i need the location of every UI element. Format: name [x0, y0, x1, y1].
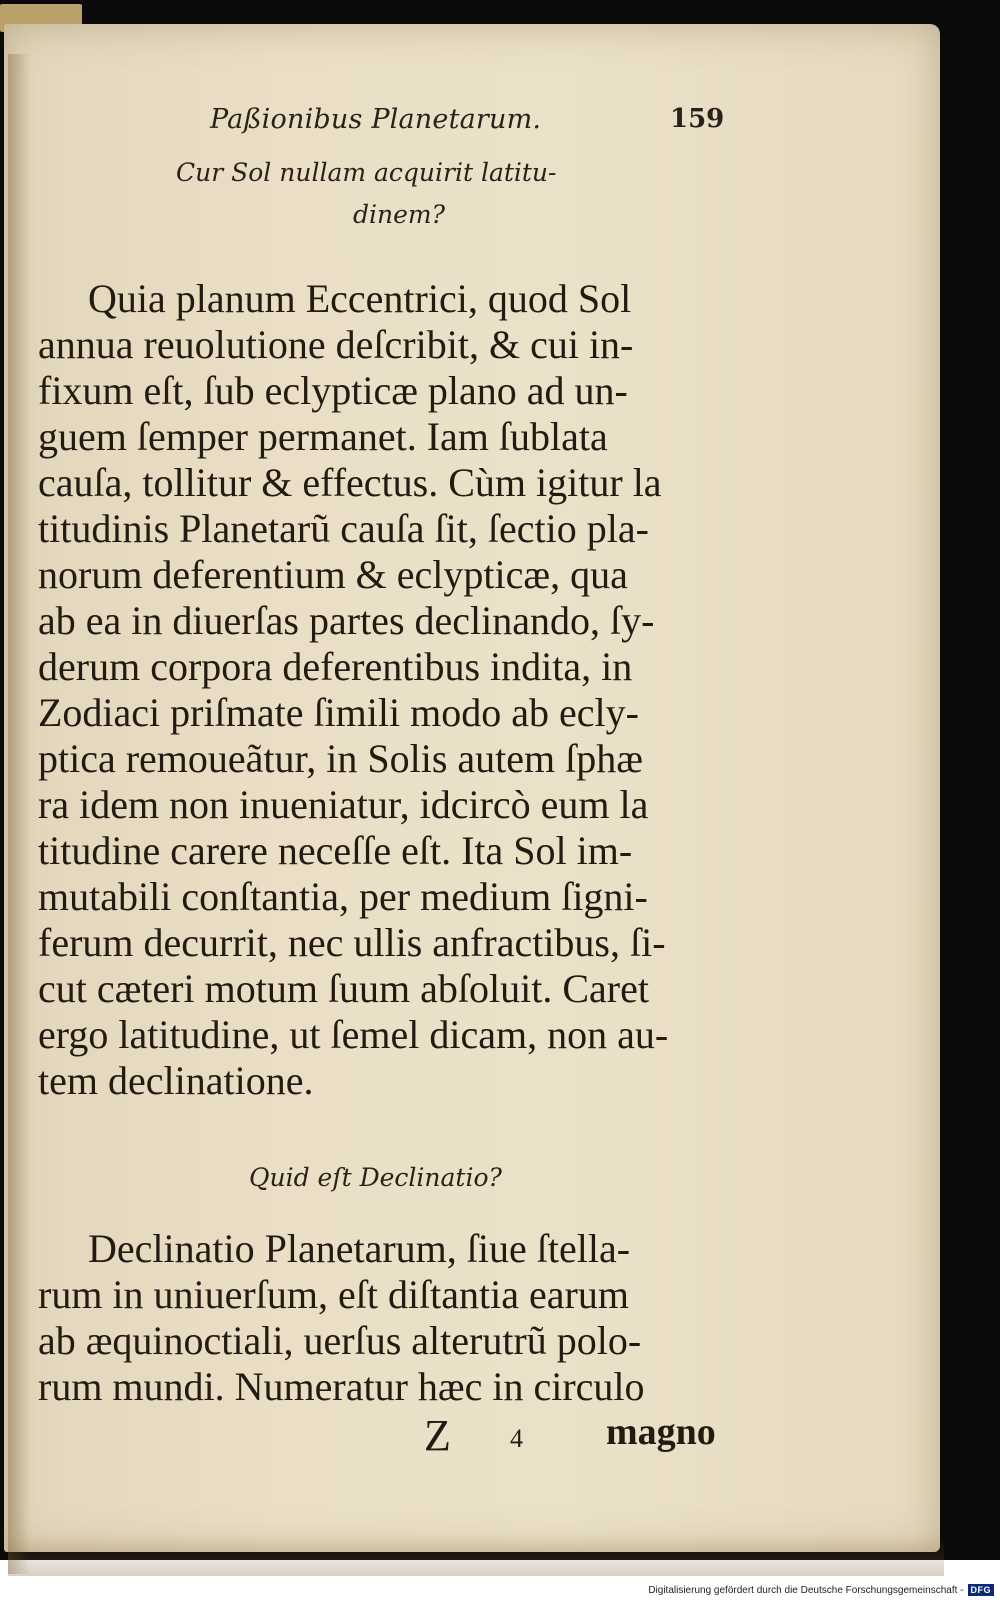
section-heading-line-2: dinem? [353, 200, 446, 229]
text-line: rum mundi. Numeratur hæc in circulo [38, 1364, 645, 1409]
signature-number: 4 [510, 1424, 523, 1453]
paragraph-declinatio [38, 1226, 738, 1410]
credit-text: Digitalisierung gefördert durch die Deutsche Forschungsgemeinschaft - [648, 1584, 964, 1596]
running-head: Paßionibus Planetarum. [210, 104, 542, 135]
text-line: ptica remoueãtur, in Solis autem ſphæ [38, 736, 643, 781]
digitization-credit [648, 1584, 994, 1596]
gutter-shadow [8, 54, 30, 1574]
section-heading-line-1: Cur Sol nullam acquirit latitu- [176, 158, 557, 187]
page-bottom-edge [8, 1536, 944, 1576]
signature-mark: Z [424, 1411, 451, 1460]
catchword: magno [606, 1411, 716, 1453]
paragraph-sol-latitude [38, 276, 738, 1104]
text-line: titudine carere neceſſe eſt. Ita Sol im- [38, 828, 633, 873]
text-line: annua reuolutione deſcribit, & cui in- [38, 322, 634, 367]
text-line: ab ea in diuerſas partes declinando, ſy- [38, 598, 655, 643]
text-line: guem ſemper permanet. Iam ſublata [38, 414, 608, 459]
text-line: norum deferentium & eclypticæ, qua [38, 552, 628, 597]
text-line: mutabili conſtantia, per medium ſigni- [38, 874, 648, 919]
page-number: 159 [670, 104, 725, 134]
section-heading-declinatio: Quid eſt Declinatio? [249, 1163, 502, 1192]
text-line: titudinis Planetarũ cauſa ſit, ſectio pla- [38, 506, 649, 551]
text-line: Quia planum Eccentrici, quod Sol [88, 276, 632, 321]
text-line: ferum decurrit, nec ullis anfractibus, ſi- [38, 920, 666, 965]
text-line: fixum eſt, ſub eclypticæ plano ad un- [38, 368, 628, 413]
text-line: rum in uniuerſum, eſt diſtantia earum [38, 1272, 629, 1317]
text-line: derum corpora deferentibus indita, in [38, 644, 633, 689]
text-line: Declinatio Planetarum, ſiue ſtella- [88, 1226, 631, 1271]
text-line: cauſa, tollitur & effectus. Cùm igitur la [38, 460, 662, 505]
text-line: ra idem non inueniatur, idcircò eum la [38, 782, 649, 827]
book-page [4, 24, 940, 1552]
dfg-logo: DFG [968, 1584, 995, 1596]
text-line: ab æquinoctiali, uerſus alterutrũ polo- [38, 1318, 642, 1363]
text-line: ergo latitudine, ut ſemel dicam, non au- [38, 1012, 669, 1057]
text-line: tem declinatione. [38, 1058, 314, 1103]
text-line: cut cæteri motum ſuum abſoluit. Caret [38, 966, 649, 1011]
text-line: Zodiaci priſmate ſimili modo ab ecly- [38, 690, 639, 735]
